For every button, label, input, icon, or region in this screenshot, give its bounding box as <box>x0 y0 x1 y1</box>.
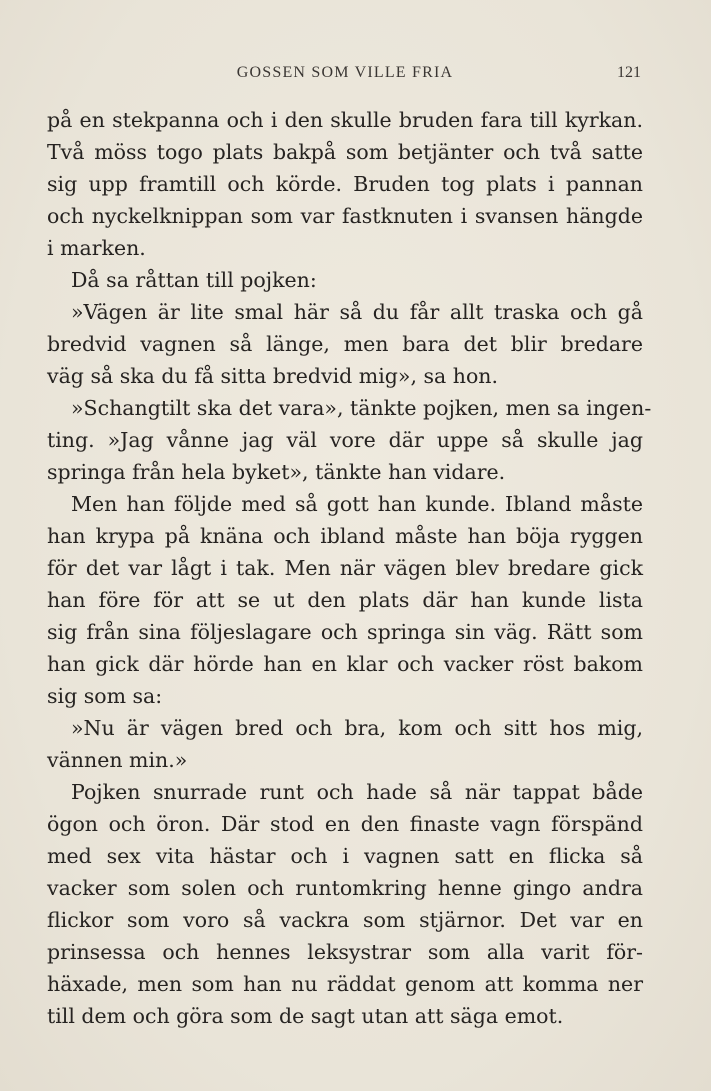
text-line: ögon och öron. Där stod en den finaste vagn förspänd <box>47 812 643 836</box>
text-line: han före för att se ut den plats där han kunde lista <box>47 588 643 612</box>
text-line: »Schangtilt ska det vara», tänkte pojken, men sa ingen- <box>71 396 652 420</box>
text-line: Då sa råttan till pojken: <box>71 268 317 292</box>
text-line: bredvid vagnen så länge, men bara det blir bredare <box>47 332 643 356</box>
text-line: sig från sina följeslagare och springa sin väg. Rätt som <box>47 620 643 644</box>
text-line: till dem och göra som de sagt utan att säga emot. <box>47 1004 564 1028</box>
text-line: vacker som solen och runtomkring henne gingo andra <box>47 876 643 900</box>
text-line: »Vägen är lite smal här så du får allt traska och gå <box>71 300 643 324</box>
text-line: sig upp framtill och körde. Bruden tog plats i pannan <box>47 172 643 196</box>
text-line: Pojken snurrade runt och hade så när tappat både <box>71 780 643 804</box>
text-line: flickor som voro så vackra som stjärnor. Det var en <box>47 908 643 932</box>
text-line: för det var lågt i tak. Men när vägen blev bredare gick <box>47 556 643 580</box>
text-line: på en stekpanna och i den skulle bruden fara till kyrkan. <box>47 108 643 132</box>
text-line: sig som sa: <box>47 684 163 708</box>
text-line: vännen min.» <box>47 748 188 772</box>
text-line: väg så ska du få sitta bredvid mig», sa hon. <box>47 364 499 388</box>
body-text <box>47 104 652 1032</box>
running-title: GOSSEN SOM VILLE FRIA <box>236 64 454 81</box>
text-line: han gick där hörde han en klar och vacker röst bakom <box>47 652 643 676</box>
text-line: och nyckelknippan som var fastknuten i svansen hängde <box>47 204 643 228</box>
text-line: »Nu är vägen bred och bra, kom och sitt hos mig, <box>71 716 643 740</box>
text-line: prinsessa och hennes leksystrar som alla varit för- <box>47 940 643 964</box>
text-line: Två möss togo plats bakpå som betjänter och två satte <box>47 140 643 164</box>
text-line: med sex vita hästar och i vagnen satt en flicka så <box>47 844 643 868</box>
page-number: 121 <box>617 64 641 81</box>
text-line: i marken. <box>47 236 146 260</box>
text-line: han krypa på knäna och ibland måste han böja ryggen <box>47 524 643 548</box>
text-line: Men han följde med så gott han kunde. Ibland måste <box>71 492 643 516</box>
text-line: springa från hela byket», tänkte han vidare. <box>47 460 506 484</box>
running-head <box>47 64 643 86</box>
text-line: häxade, men som han nu räddat genom att komma ner <box>47 972 643 996</box>
text-line: ting. »Jag vånne jag väl vore där uppe så skulle jag <box>47 428 643 452</box>
